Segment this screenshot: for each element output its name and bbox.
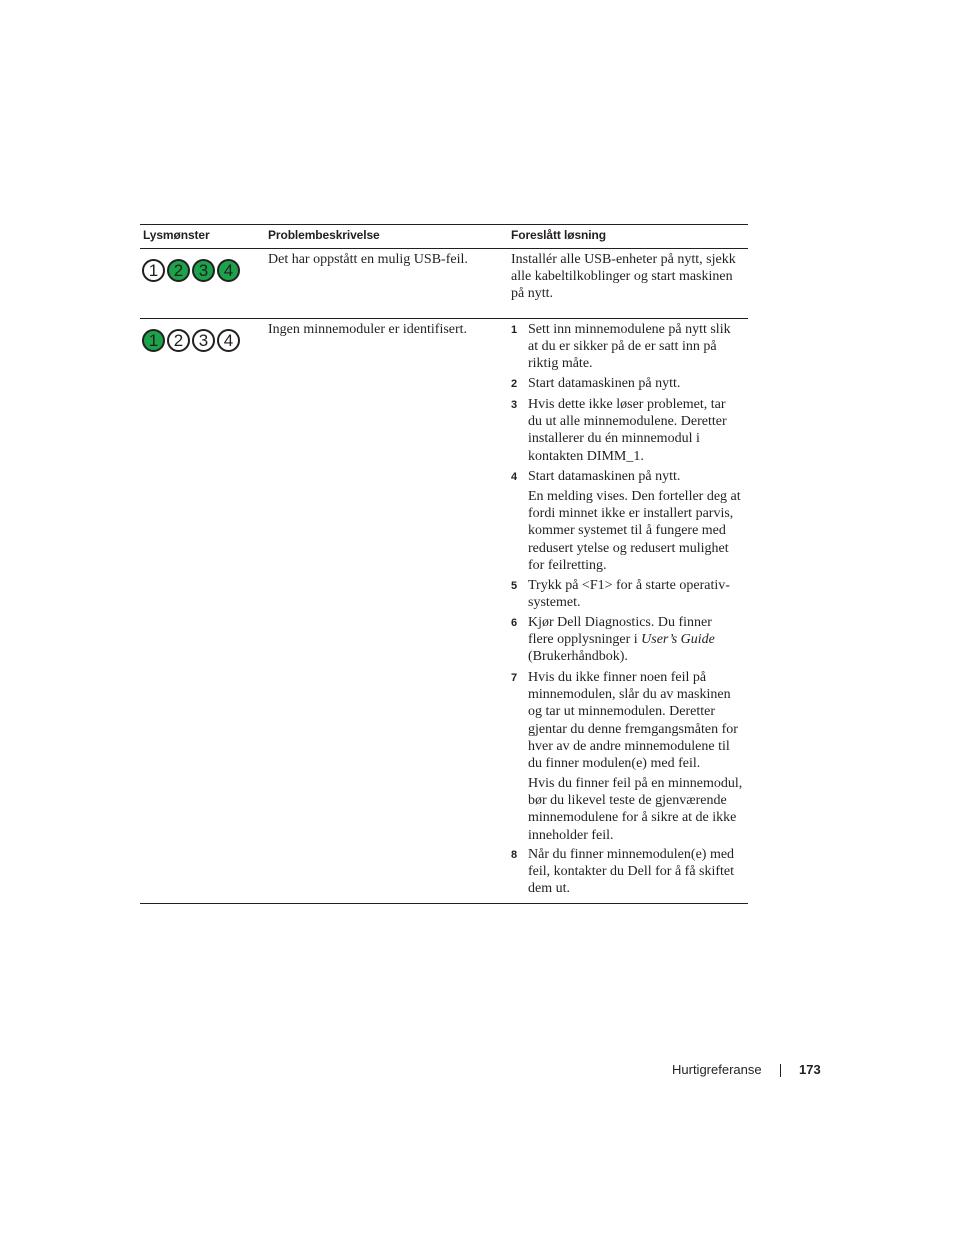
- step-number: 7: [511, 672, 518, 684]
- step-text: Trykk på <F1> for å starte operativ- systemet.: [528, 578, 730, 611]
- led-2-icon: 2: [167, 329, 190, 352]
- table-top-rule: [140, 224, 748, 225]
- led-1-icon: 1: [142, 259, 165, 282]
- header-pattern: Lysmønster: [143, 228, 210, 242]
- step-text: Kjør Dell Diagnostics. Du finner flere opplysninger i User’s Guide (Brukerhåndbok).: [528, 615, 715, 665]
- problem-row2: Ingen minnemoduler er identifisert.: [268, 322, 468, 337]
- step-number: 8: [511, 849, 518, 861]
- step-text: Hvis du ikke finner noen feil på minnemodulen, slår du av maskinen og tar ut minnemodulen. Deretter gjentar du denne fremgangsmåten for hver av de andre minnemodulene til du finner modulen(e) med feil.: [528, 670, 738, 772]
- page-number: 173: [799, 1062, 821, 1077]
- header-solution: Foreslått løsning: [511, 228, 606, 242]
- header-rule: [140, 248, 748, 249]
- step-number: 2: [511, 378, 518, 390]
- problem-row1: Det har oppstått en mulig USB-feil.: [268, 252, 468, 267]
- table-bottom-rule: [140, 903, 748, 904]
- step-text: En melding vises. Den forteller deg at fordi minnet ikke er installert parvis, kommer systemet til å fungere med redusert ytelse og redusert mulighet for feilretting.: [528, 489, 741, 573]
- step-text: Sett inn minnemodulene på nytt slik at du er sikker på de er satt inn på riktig måte.: [528, 322, 731, 372]
- step-text: Når du finner minnemodulen(e) med feil, kontakter du Dell for å få skiftet dem ut.: [528, 847, 735, 897]
- solution-line: Installér alle USB-enheter på nytt, sjekk: [511, 252, 736, 267]
- led-1-icon: 1: [142, 329, 165, 352]
- step-text: Hvis dette ikke løser problemet, tar du ut alle minnemodulene. Deretter installerer du én minnemodul i kontakten DIMM_1.: [528, 397, 727, 464]
- footer-separator: [780, 1064, 781, 1077]
- solution-line: alle kabeltilkoblinger og start maskinen: [511, 269, 733, 285]
- led-3-icon: 3: [192, 329, 215, 352]
- led-4-icon: 4: [217, 329, 240, 352]
- light-pattern-row1: [142, 259, 240, 282]
- led-2-icon: 2: [167, 259, 190, 282]
- solution-line: på nytt.: [511, 286, 553, 302]
- step-number: 6: [511, 617, 518, 629]
- step-number: 1: [511, 324, 518, 336]
- solution-row1: [511, 251, 748, 303]
- led-3-icon: 3: [192, 259, 215, 282]
- row-divider: [140, 318, 748, 319]
- header-problem: Problembeskrivelse: [268, 228, 380, 242]
- footer-section-title: Hurtigreferanse: [672, 1062, 762, 1077]
- led-4-icon: 4: [217, 259, 240, 282]
- step-text: Hvis du finner feil på en minnemodul, bør du likevel teste de gjenværende minnemodulene for å sikre at de ikke inneholder feil.: [528, 776, 743, 843]
- step-text: Start datamaskinen på nytt.: [528, 469, 681, 484]
- step-number: 4: [511, 471, 518, 483]
- light-pattern-row2: [142, 329, 240, 352]
- step-number: 3: [511, 399, 518, 411]
- step-number: 5: [511, 580, 518, 592]
- step-text: Start datamaskinen på nytt.: [528, 376, 681, 391]
